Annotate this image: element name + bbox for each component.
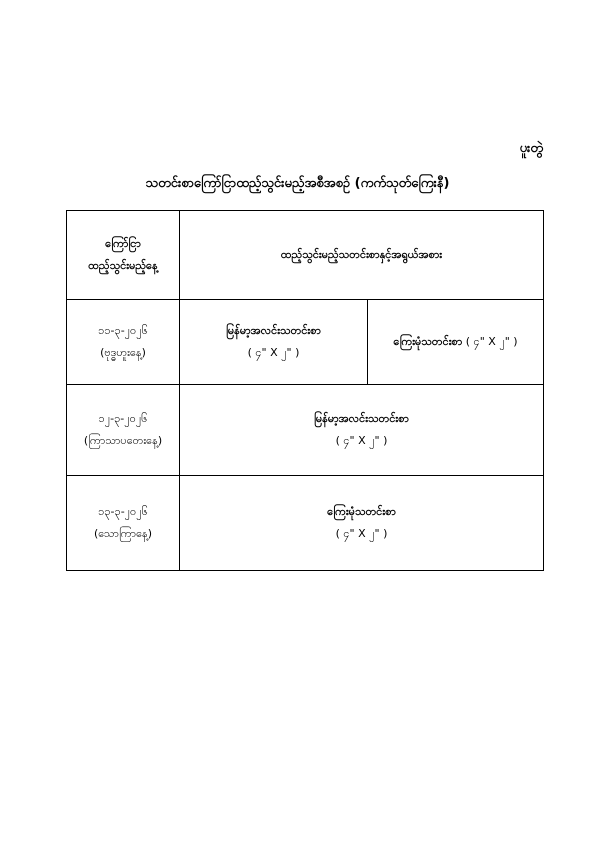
publication-cell [180,300,368,385]
publication-cell [180,385,544,476]
row-weekday: (သောကြာနေ့) [93,527,153,540]
table-header-row [67,211,544,300]
row-date: ၁၂-၃-၂၀၂၆ [98,412,148,425]
row-weekday: (ဗုဒ္ဓဟူးနေ့) [100,346,146,359]
table-row [67,300,544,385]
date-cell [67,385,180,476]
publication-size: ( ၄" X ၂" ) [247,346,300,359]
annex-label: ပူးတွဲ [519,141,543,156]
date-cell [67,476,180,571]
publication-size: ( ၄" X ၂" ) [335,527,388,540]
publication-size: ( ၄" X ၂" ) [465,335,518,348]
row-weekday: (ကြာသာပတေးနေ့) [83,434,163,447]
publication-name: မြန်မာ့အလင်းသတင်းစာ [314,412,409,425]
header-papers-cell: ထည့်သွင်းမည့်သတင်းစာနှင့်အရွယ်အစား [180,211,544,300]
publication-name: ကြေးမုံသတင်းစာ [393,335,463,348]
document-title: သတင်းစာကြော်ငြာထည့်သွင်းမည့်အစီအစဉ် (ကက်သုတ်ကြေးနီ) [145,176,450,191]
header-date-line2: ထည့်သွင်းမည့်နေ့ [88,259,158,272]
row-date: ၁၁-၃-၂၀၂၆ [98,324,148,337]
publication-name: မြန်မာ့အလင်းသတင်းစာ [226,324,321,337]
row-date: ၁၃-၃-၂၀၂၆ [98,505,148,518]
ad-schedule-table [66,210,544,571]
date-cell [67,300,180,385]
publication-cell [368,300,544,385]
publication-name: ကြေးမုံသတင်းစာ [327,505,396,518]
table-row [67,476,544,571]
header-date-cell [67,211,180,300]
header-date-line1: ကြော်ငြာ [105,237,141,250]
table-row [67,385,544,476]
publication-cell [180,476,544,571]
publication-size: ( ၄" X ၂" ) [335,434,388,447]
